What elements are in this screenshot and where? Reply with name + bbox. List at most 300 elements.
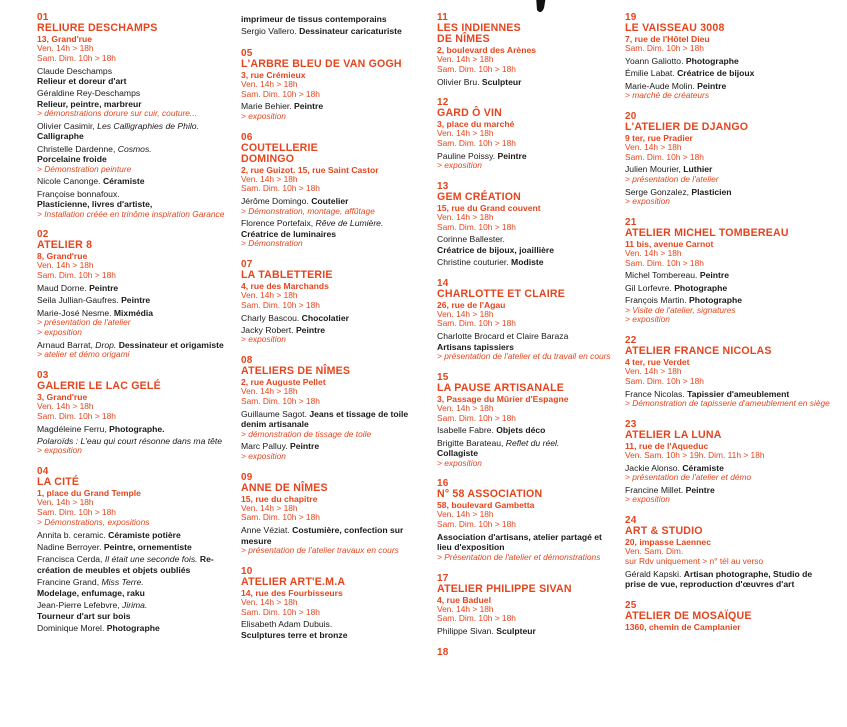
participant-name: France Nicolas. [625, 388, 688, 399]
activity-note: > Démonstration peinture [37, 163, 132, 174]
venue-address: 11, rue de l'Aqueduc [625, 441, 709, 452]
venue-number: 05 [241, 47, 253, 59]
participant [625, 68, 835, 78]
participant-name: Émilie Labat. [625, 68, 678, 79]
activity-note: > présentation de l'atelier et démo [625, 472, 752, 483]
participant-name: Nicole Canonge. [37, 176, 103, 187]
venue-entry [241, 132, 421, 249]
venue-name: ATELIER DE MOSAÏQUE [625, 609, 752, 622]
opening-hours: Ven. 14h > 18h [241, 502, 298, 513]
venue-entry [37, 370, 229, 456]
venue-entry [437, 573, 615, 637]
participant [241, 619, 421, 640]
venue-name: GEM CRÉATION [437, 190, 522, 203]
participant-name: Annita b. ceramic. [37, 529, 109, 540]
craft-label: Céramiste potière [108, 529, 181, 540]
opening-hours: Sam. Dim. 10h > 18h [37, 507, 116, 518]
venue-number: 02 [37, 229, 49, 241]
venue-address: 4, rue des Marchands [241, 281, 329, 292]
participant [625, 283, 835, 293]
participant [37, 554, 229, 575]
opening-hours: Sam. Dim. 10h > 18h [625, 376, 704, 387]
participant-name: Isabelle Fabre. [437, 425, 497, 436]
venue-address: 11 bis, avenue Carnot [625, 238, 714, 249]
activity-note: > présentation de l'atelier [625, 173, 719, 184]
venue-address: 3, Grand'rue [37, 392, 88, 403]
venue-number: 13 [437, 180, 449, 192]
venue-entry [241, 472, 421, 556]
craft-label: Peintre [699, 270, 729, 281]
venue-name: DE NÎMES [437, 33, 490, 45]
participant [625, 569, 835, 590]
participant-name: Marie-José Nesme. [37, 307, 114, 318]
venue-number: 16 [437, 478, 449, 490]
venue-number: 17 [437, 572, 449, 584]
venue-name: LA TABLETTERIE [241, 269, 333, 282]
venue-name: ATELIER MICHEL TOMBEREAU [625, 226, 789, 239]
opening-hours: Ven. 14h > 18h [437, 128, 494, 138]
work-title: Jirima. [122, 600, 148, 611]
venue-address: 13, Grand'rue [37, 34, 93, 44]
activity-note: > exposition [625, 196, 670, 207]
participant [37, 530, 229, 540]
venue-name: CHARLOTTE ET CLAIRE [437, 287, 565, 300]
participant-name: Brigitte Barateau, [437, 437, 506, 448]
craft-label: Artisan photographe, Studio de prise de vue, reproduction d'œuvres d'art [625, 568, 813, 590]
venue-address: 2, rue Auguste Pellet [241, 377, 326, 388]
activity-note: > exposition [37, 327, 82, 338]
opening-hours: Sam. Dim. 10h > 18h [241, 299, 320, 310]
venue-entry [437, 12, 615, 87]
opening-hours: Sam. Dim. 10h > 18h [437, 613, 516, 624]
participant [437, 331, 615, 352]
venue-name: ATELIER LA LUNA [625, 429, 722, 442]
activity-note: > démonstration de tissage de toile [241, 428, 372, 439]
activity-note: > exposition [241, 110, 286, 121]
venue-address: 1, place du Grand Temple [37, 488, 141, 499]
venue-number: 14 [437, 277, 449, 289]
activity-note: > atelier et démo origami [37, 349, 130, 360]
venue-entry [625, 335, 835, 409]
participant-name: Florence Portefaix, [241, 218, 316, 229]
craft-label: Calligraphe [37, 131, 84, 142]
opening-hours: Ven. 14h > 18h [241, 78, 298, 89]
work-title: Reflet du réel. [505, 437, 560, 448]
craft-label: Sculpteur [481, 76, 522, 87]
activity-note: > Démonstration, montage, affûtage [241, 205, 375, 216]
venue-entry [437, 647, 615, 658]
column-4 [625, 12, 835, 642]
venue-name: COUTELLERIE [241, 141, 318, 154]
participant-name: Elisabeth Adam Dubuis. [241, 619, 333, 630]
venue-name: LA PAUSE ARTISANALE [437, 381, 565, 394]
activity-note: > exposition [625, 314, 670, 325]
craft-label: Sculptures terre et bronze [241, 629, 348, 640]
work-title: Rêve de Lumière. [315, 218, 384, 229]
craft-label: Dessinateur et origamiste [118, 339, 224, 350]
opening-hours: Ven. 14h > 18h [241, 596, 298, 607]
craft-label: Chocolatier [301, 312, 349, 323]
venue-address: 8, Grand'rue [37, 251, 88, 262]
craft-label: Peintre, ornementiste [103, 542, 192, 553]
activity-note: > présentation de l'atelier travaux en cours [241, 545, 399, 556]
venue-name: N° 58 ASSOCIATION [437, 488, 543, 501]
activity-note: > exposition [437, 160, 482, 170]
craft-label: Objets déco [496, 425, 546, 436]
participant-name: Francine Grand, [37, 577, 102, 588]
activity-note: > exposition [241, 334, 286, 345]
opening-hours: Sam. Dim. 10h > 18h [241, 396, 320, 407]
participant-name: Francine Millet. [625, 485, 686, 496]
opening-hours: Ven. 14h > 18h [241, 173, 298, 184]
craft-label: Créatrice de luminaires [241, 228, 337, 239]
venue-number: 10 [241, 565, 253, 577]
participant-name: Magdéleine Ferru, [37, 423, 110, 434]
venue-name: LA CITÉ [37, 476, 80, 489]
participant-name: Gérald Kapski. [625, 568, 684, 579]
participant-name: Jérôme Domingo. [241, 196, 312, 207]
opening-hours: Sam. Dim. 10h > 18h [437, 519, 516, 530]
venue-entry [437, 372, 615, 469]
work-title: Miss Terre. [101, 577, 144, 588]
craft-label: Modiste [511, 257, 544, 268]
venue-address: 3, place du marché [437, 119, 515, 129]
venue-number: 04 [37, 466, 49, 478]
participant-name: Michel Tombereau. [625, 270, 700, 281]
venue-name: GALERIE LE LAC GELÉ [37, 380, 161, 393]
venue-entry [241, 355, 421, 461]
venue-name: ATELIERS DE NÎMES [241, 365, 351, 378]
participant [37, 189, 229, 210]
venue-name: ATELIER PHILIPPE SIVAN [437, 582, 572, 595]
participant-name: Olivier Bru. [437, 76, 482, 87]
opening-hours: Sam. Dim. 10h > 18h [241, 183, 320, 194]
craft-label: Céramiste [102, 176, 145, 187]
participant-name: Francisca Cerda, [37, 554, 105, 565]
craft-label: Tapissier d'ameublement [687, 388, 790, 399]
participant [241, 14, 421, 24]
opening-hours: Ven. 14h > 18h [241, 386, 298, 397]
participant-name: Julien Mourier, [625, 164, 684, 175]
participant [241, 26, 421, 36]
venue-address: 3, Passage du Mûrier d'Espagne [437, 393, 569, 404]
opening-hours: Ven. 14h > 18h [37, 43, 94, 53]
opening-hours: Sam. Dim. 10h > 18h [37, 410, 116, 421]
venue-entry [437, 181, 615, 268]
participant [625, 270, 835, 280]
column-1 [37, 12, 229, 643]
opening-hours: Ven. 14h > 18h [437, 308, 494, 319]
craft-label: Plasticien [691, 186, 732, 197]
activity-note: > exposition [625, 494, 670, 505]
participant-name: Christelle Dardenne, [37, 143, 118, 154]
venue-entry [625, 12, 835, 101]
participant [241, 409, 421, 430]
participant-name: Jean-Pierre Lefebvre, [37, 600, 123, 611]
participant-name: Jacky Robert. [241, 325, 296, 336]
work-title: Les Calligraphies de Philo. [97, 121, 199, 132]
venue-entry [241, 48, 421, 122]
participant-name: Seila Jullian-Gaufres. [37, 295, 122, 306]
craft-label: Jeans et tissage de toile denim artisanale [241, 408, 409, 430]
participant-name: Philippe Sivan. [437, 626, 497, 637]
venue-entry [437, 97, 615, 171]
venue-entry [625, 217, 835, 325]
activity-note: > Démonstration de tapisserie d'ameublement en siège [625, 398, 830, 409]
participant [37, 283, 229, 293]
venue-name: ATELIER ART'E.M.A [241, 575, 346, 588]
venue-entry [37, 466, 229, 633]
venue-entry [625, 111, 835, 207]
activity-note: > exposition [241, 450, 286, 461]
participant [241, 525, 421, 546]
opening-hours: sur Rdv uniquement > n° tél au verso [625, 556, 764, 567]
venue-number: 12 [437, 97, 449, 108]
participant [437, 438, 615, 459]
venue-address: 15, rue du chapitre [241, 493, 318, 504]
venue-number: 06 [241, 131, 253, 143]
craft-label: Tourneur d'art sur bois [37, 610, 131, 621]
participant-name: Corinne Ballester. [437, 234, 505, 245]
participant-name: Françoise bonnafoux. [37, 188, 120, 199]
column-2 [241, 12, 421, 650]
participant [37, 66, 229, 87]
participant [241, 313, 421, 323]
venue-address: 2, rue Guizot. 15, rue Saint Castor [241, 164, 379, 175]
participant-name: Sergio Vallero. [241, 26, 300, 37]
craft-label: Relieur et doreur d'art [37, 76, 127, 86]
participant-name: Dominique Morel. [37, 622, 107, 633]
participant [37, 295, 229, 305]
opening-hours: Sam. Dim. 10h > 18h [37, 52, 116, 63]
venue-number: 23 [625, 419, 637, 431]
opening-hours: Sam. Dim. 10h > 18h [625, 151, 704, 162]
venue-address: 2, boulevard des Arènes [437, 45, 537, 55]
participant [37, 623, 229, 633]
participant [37, 542, 229, 552]
venue-name: DOMINGO [241, 152, 295, 165]
participant [437, 257, 615, 267]
venue-address: 20, impasse Laennec [625, 537, 711, 548]
opening-hours: Ven. 14h > 18h [437, 402, 494, 413]
participant [437, 234, 615, 255]
opening-hours: Sam. Dim. 10h > 18h [437, 63, 516, 74]
work-title: Drop. [95, 339, 119, 350]
venue-number: 18 [437, 646, 449, 658]
participant-name: Guillaume Sagot. [241, 408, 310, 419]
participant-name: Yoann Galiotto. [625, 55, 686, 66]
activity-note: > Présentation de l'atelier et démonstrations [437, 551, 601, 562]
craft-label: Photographe [106, 622, 160, 633]
activity-note: > exposition [37, 445, 82, 456]
venue-address: 14, rue des Fourbisseurs [241, 587, 343, 598]
craft-label: Créatrice de bijoux, joaillière [437, 244, 555, 255]
participant [625, 56, 835, 66]
venue-number: 21 [625, 216, 637, 228]
opening-hours: Sam. Dim. 10h > 18h [241, 88, 320, 99]
craft-label: Peintre [294, 101, 324, 112]
work-title: Il était une seconde fois. [104, 554, 200, 565]
venue-number: 09 [241, 471, 253, 483]
craft-label: Re-création de meubles et objets oubliés [37, 554, 214, 575]
venue-name: GARD Ô VIN [437, 107, 502, 119]
craft-label: Photographe [674, 282, 728, 293]
activity-note: > Démonstration [241, 238, 303, 249]
opening-hours: Sam. Dim. 10h > 18h [241, 606, 320, 617]
activity-note: > démonstrations dorure sur cuir, couture... [37, 108, 197, 119]
craft-label: Peintre [497, 150, 527, 161]
work-title: Polaroïds : L'eau qui court résonne dans ma tête [37, 436, 223, 447]
activity-note: > présentation de l'atelier et du travail en cours [437, 351, 611, 362]
venue-name: ART & STUDIO [625, 525, 703, 538]
craft-label: Porcelaine froide [37, 154, 107, 165]
opening-hours: Ven. 14h > 18h [241, 290, 298, 301]
participant-name: Charlotte Brocard et Claire Baraza [437, 331, 569, 342]
participant-name: Marie Behier. [241, 101, 295, 112]
venue-name: LES INDIENNES [437, 22, 521, 34]
venue-number: 20 [625, 110, 637, 122]
craft-label: Céramiste [682, 462, 724, 473]
opening-hours: Sam. Dim. 10h > 18h [37, 270, 116, 281]
craft-label: Peintre [697, 80, 727, 91]
activity-note: > Visite de l'atelier, signatures [625, 304, 736, 315]
venue-name: LE VAISSEAU 3008 [625, 22, 725, 34]
venue-name: L'ARBRE BLEU DE VAN GOGH [241, 57, 402, 70]
participant-name: Christine couturier. [437, 257, 512, 268]
participant-name: Charly Bascou. [241, 312, 302, 323]
venue-number: 11 [437, 12, 448, 23]
participant-name: Olivier Casimir, [37, 121, 98, 132]
venue-address: 1360, chemin de Camplanier [625, 621, 741, 632]
craft-label: Peintre [685, 485, 715, 496]
craft-label: Plasticienne, livres d'artiste, [37, 199, 153, 210]
venue-address: 4 ter, rue Verdet [625, 357, 690, 368]
opening-hours: Ven. 14h > 18h [437, 54, 494, 64]
craft-label: Artisans tapissiers [437, 341, 514, 352]
participant-name: Anne Véziat. [241, 525, 293, 536]
participant-name: Gil Lorfevre. [625, 282, 675, 293]
participant-name: Marc Palluy. [241, 441, 291, 452]
opening-hours: Sam. Dim. 10h > 18h [437, 318, 516, 329]
craft-label: Créatrice de bijoux [677, 68, 755, 79]
venue-entry [437, 478, 615, 562]
craft-label: Mixmédia [113, 307, 154, 318]
craft-label: imprimeur de tissus contemporains [241, 14, 387, 24]
opening-hours: Sam. Dim. 10h > 18h [437, 137, 516, 148]
craft-label: Peintre [290, 441, 320, 452]
craft-label: Photographe [689, 295, 742, 306]
participant [37, 424, 229, 434]
column-3 [437, 12, 615, 668]
venue-address: 9 ter, rue Pradier [625, 132, 693, 143]
craft-label: Dessinateur caricaturiste [299, 26, 402, 37]
activity-note: > Installation créée en trinôme inspiration Garance [37, 208, 225, 219]
craft-label: Peintre [295, 325, 326, 336]
craft-label: Association d'artisans, atelier partagé et lieu d'exposition [437, 532, 602, 553]
venue-entry [625, 419, 835, 505]
participant [37, 121, 229, 142]
venue-entry [625, 600, 835, 632]
participant-name: Pauline Poissy. [437, 150, 498, 161]
craft-label: Peintre [89, 283, 119, 294]
opening-hours: Ven. 14h > 18h [37, 401, 94, 412]
spacer [241, 37, 421, 48]
participant [37, 600, 229, 621]
participant-name: Nadine Berroyer. [37, 542, 104, 553]
participant [437, 77, 615, 87]
opening-hours: Ven. 14h > 18h [437, 509, 494, 520]
opening-hours: Ven. 14h > 18h [625, 366, 682, 377]
opening-hours: Ven. 14h > 18h [437, 603, 494, 614]
participant-name: Serge Gonzalez, [625, 186, 692, 197]
venue-number: 25 [625, 599, 637, 611]
venue-number: 08 [241, 355, 253, 367]
venue-name: ATELIER FRANCE NICOLAS [625, 345, 772, 358]
opening-hours: Ven. Sam. 10h > 19h. Dim. 11h > 18h [625, 450, 765, 461]
participant [437, 425, 615, 435]
activity-note: > Démonstrations, expositions [37, 516, 150, 527]
craft-label: Relieur, peintre, marbreur [37, 98, 142, 109]
work-title: Cosmos. [117, 143, 152, 154]
opening-hours: Sam. Dim. 10h > 18h [437, 412, 516, 423]
opening-hours: Sam. Dim. 10h > 18h [625, 257, 704, 268]
participant [241, 218, 421, 239]
participant [37, 88, 229, 109]
venue-number: 15 [437, 371, 449, 383]
venue-address: 26, rue de l'Agau [437, 299, 506, 310]
craft-label: Peintre [121, 295, 151, 306]
craft-label: Photographe. [109, 423, 165, 434]
craft-label: Luthier [683, 164, 713, 175]
participant [37, 577, 229, 598]
craft-label: Sculpteur [496, 626, 536, 637]
craft-label: Coutelier [311, 196, 349, 207]
venue-entry [37, 12, 229, 219]
craft-label: Costumière, confection sur mesure [241, 525, 404, 546]
opening-hours: Sam. Dim. 10h > 18h [241, 512, 320, 523]
participant-name: Marie-Aude Molin. [625, 80, 698, 91]
participant-name: Arnaud Barrat, [37, 339, 96, 350]
craft-label: Collagiste [437, 448, 479, 459]
participant-name: Maud Dorne. [37, 283, 90, 294]
participant-name: François Martin. [625, 295, 689, 306]
opening-hours: Ven. 14h > 18h [625, 247, 682, 258]
venue-number: 19 [625, 12, 637, 23]
venue-address: 4, rue Baduel [437, 594, 491, 605]
craft-label: Photographe [685, 55, 739, 66]
venue-address: 15, rue du Grand couvent [437, 202, 541, 213]
venue-name: ATELIER 8 [37, 239, 93, 252]
opening-hours: Sam. Dim. 10h > 18h [625, 43, 704, 53]
participant-name: Géraldine Rey-Deschamps [37, 88, 141, 99]
venue-entry [37, 229, 229, 360]
venue-number: 07 [241, 259, 253, 271]
venue-name: RELIURE DESCHAMPS [37, 22, 158, 34]
venue-number: 03 [37, 370, 49, 382]
opening-hours: Ven. 14h > 18h [37, 260, 94, 271]
venue-number: 22 [625, 335, 637, 347]
opening-hours: Ven. 14h > 18h [37, 497, 94, 508]
venue-name: L'ATELIER DE DJANGO [625, 120, 749, 133]
venue-entry [241, 566, 421, 640]
opening-hours: Ven. 14h > 18h [437, 211, 494, 222]
participant [37, 144, 229, 165]
participant [437, 626, 615, 636]
venue-number: 24 [625, 515, 637, 527]
venue-number: 01 [37, 12, 49, 23]
opening-hours: Sam. Dim. 10h > 18h [437, 221, 516, 232]
participant [37, 176, 229, 186]
